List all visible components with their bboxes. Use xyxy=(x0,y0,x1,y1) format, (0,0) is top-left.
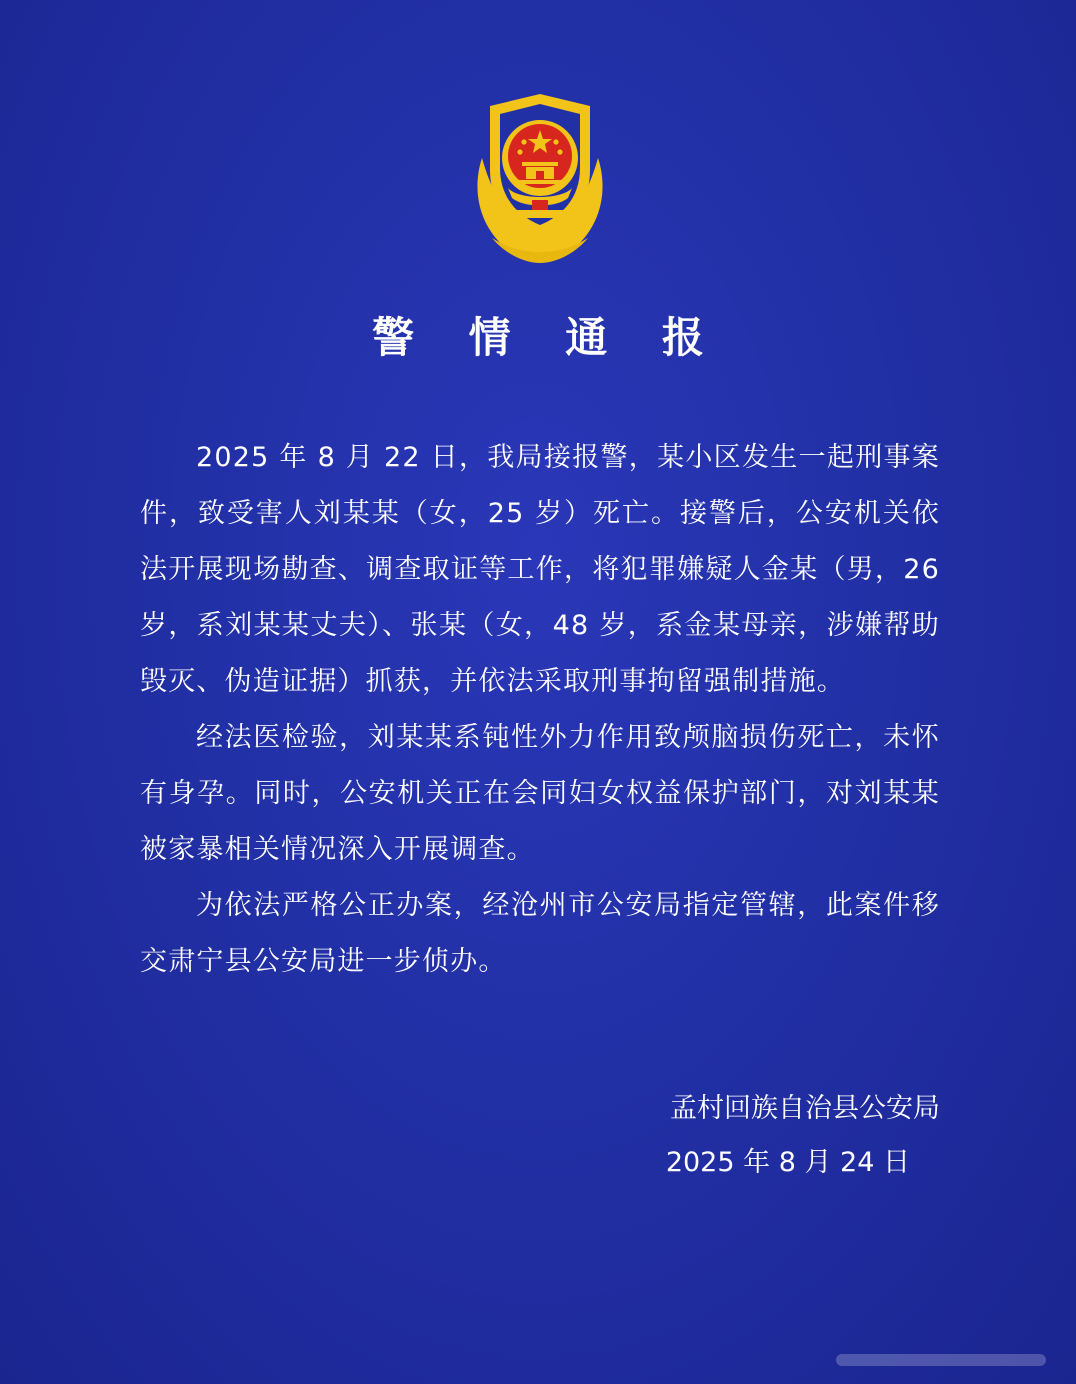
notice-paragraph-1: 2025 年 8 月 22 日，我局接报警，某小区发生一起刑事案件，致受害人刘某某（女，25 岁）死亡。接警后，公安机关依法开展现场勘查、调查取证等工作，将犯罪嫌疑人金某（男，26 岁，系刘某某丈夫）、张某（女，48 岁，系金某母亲，涉嫌帮助毁灭、伪造证据）抓获，并依法采取刑事拘留强制措施。 xyxy=(140,442,940,697)
issue-date: 2025 年 8 月 24 日 xyxy=(665,1147,910,1178)
signature-block xyxy=(666,1082,940,1190)
notice-title: 警 情 通 报 xyxy=(372,313,724,362)
notice-paragraph-2: 经法医检验，刘某某系钝性外力作用致颅脑损伤死亡，未怀有身孕。同时，公安机关正在会同妇女权益保护部门，对刘某某被家暴相关情况深入开展调查。 xyxy=(140,722,940,865)
notice-body xyxy=(140,430,940,990)
notice-paragraph-3: 为依法严格公正办案，经沧州市公安局指定管辖，此案件移交肃宁县公安局进一步侦办。 xyxy=(140,890,940,977)
police-badge-icon xyxy=(452,88,628,264)
watermark xyxy=(836,1354,1046,1366)
issuer-name: 孟村回族自治县公安局 xyxy=(670,1093,940,1124)
